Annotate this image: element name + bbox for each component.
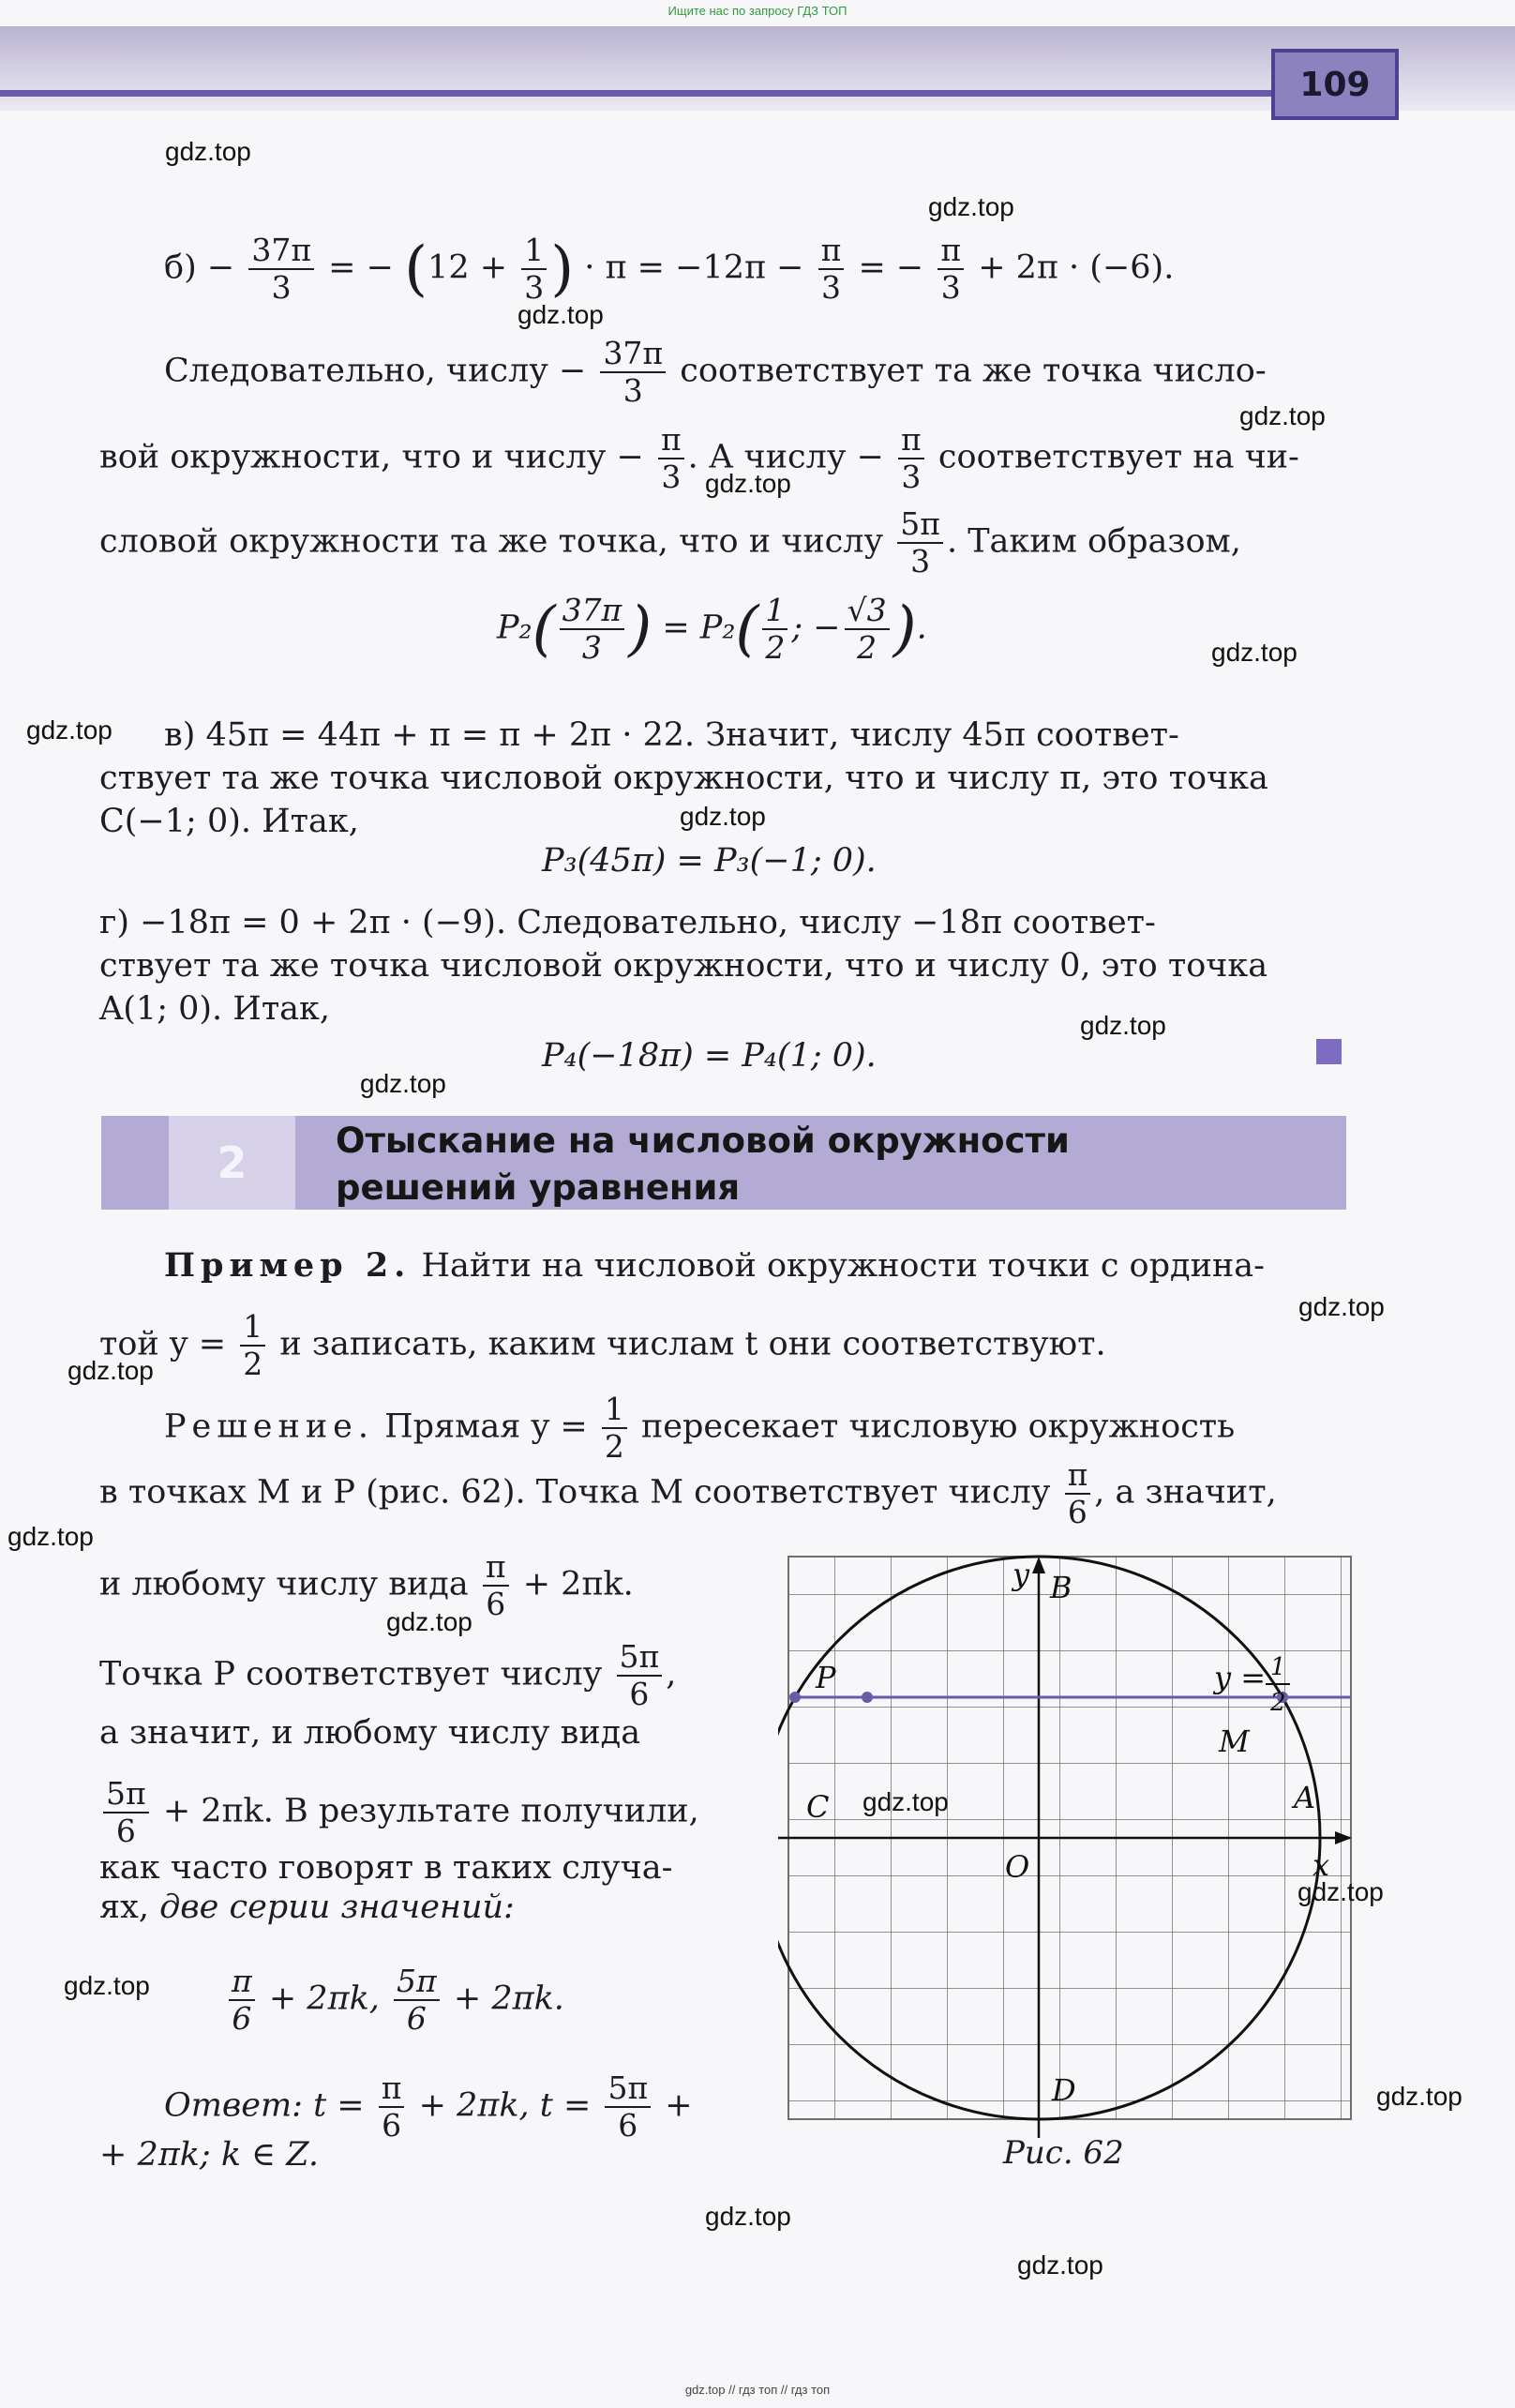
- watermark: gdz.top: [26, 715, 112, 745]
- watermark: gdz.top: [1017, 2250, 1103, 2280]
- fraction: $\frac{\pi}{3}$: [898, 422, 924, 495]
- watermark: gdz.top: [1298, 1292, 1385, 1321]
- label-frac-num: 1: [1270, 1653, 1286, 1681]
- fraction: $\frac{1}{3}$: [521, 233, 547, 306]
- solution-series: $\frac{\pi}{6}$ + 2πk, $\frac{5\pi}{6}$ + 2πk.: [225, 1964, 564, 2037]
- watermark: gdz.top: [360, 1069, 446, 1098]
- paragraph-line: вой окружности, что и числу − $\frac{\pi}{3}$ . А числу − $\frac{\pi}{3}$ соответствует на чи-: [99, 421, 1299, 495]
- page-number: 109: [1271, 49, 1399, 120]
- formula-p3: P₃(45π) = P₃(−1; 0).: [542, 842, 877, 880]
- paragraph-line: а значит, и любому числу вида: [99, 1714, 641, 1752]
- paragraph-line: в) 45π = 44π + π = π + 2π · 22. Значит, числу 45π соответ-: [164, 716, 1179, 754]
- section-number: 2: [169, 1116, 295, 1210]
- fraction: $\frac{5\pi}{6}$: [605, 2070, 651, 2144]
- paragraph-line: и любому числу вида $\frac{\pi}{6}$ + 2πk.: [99, 1548, 634, 1622]
- watermark: gdz.top: [1239, 401, 1326, 430]
- fraction: $\frac{\pi}{6}$: [483, 1549, 509, 1622]
- fraction: $\frac{1}{2}$: [602, 1392, 627, 1465]
- paragraph-line: словой окружности та же точка, что и числу $\frac{5\pi}{3}$ . Таким образом,: [99, 505, 1241, 579]
- fraction: $\frac{\pi}{6}$: [1065, 1457, 1091, 1530]
- watermark: gdz.top: [680, 802, 766, 831]
- fraction: $\frac{1}{2}$: [240, 1309, 265, 1382]
- figure-62: [778, 1538, 1378, 2157]
- paragraph-line: г) −18π = 0 + 2π · (−9). Следовательно, числу −18π соответ-: [99, 904, 1156, 941]
- paragraph-line: $\frac{5\pi}{6}$ + 2πk. В результате получили,: [99, 1776, 699, 1849]
- label-c: C: [806, 1789, 830, 1825]
- paragraph-line: A(1; 0). Итак,: [99, 990, 331, 1028]
- fraction: $\frac{\pi}{6}$: [379, 2070, 405, 2144]
- watermark: gdz.top: [705, 469, 791, 498]
- fraction: $\frac{37\pi}{3}$: [560, 593, 625, 666]
- example-statement: Пример 2. Найти на числовой окружности точки с ордина-: [164, 1246, 1265, 1285]
- answer-line: + 2πk; k ∈ Z.: [99, 2136, 320, 2174]
- watermark: gdz.top: [518, 300, 604, 329]
- formula-p2: P₂( $\frac{37\pi}{3}$ ) = P₂( $\frac{1}{2}$ ; − $\frac{√3}{2}$ ).: [497, 592, 927, 666]
- paragraph-line: Следовательно, числу − $\frac{37\pi}{3}$ соответствует та же точка число-: [164, 335, 1267, 409]
- fraction: $\frac{5\pi}{6}$: [617, 1639, 663, 1712]
- watermark: gdz.top: [386, 1607, 472, 1636]
- label-m: M: [1219, 1723, 1250, 1759]
- watermark: gdz.top: [1298, 1877, 1384, 1906]
- watermark: gdz.top: [64, 1971, 150, 2000]
- point-p-dot: [862, 1692, 873, 1703]
- point-p-dot: [789, 1692, 801, 1703]
- answer-line: Ответ: t = $\frac{\pi}{6}$ + 2πk, t = $\frac{5\pi}{6}$ +: [164, 2069, 693, 2144]
- paragraph-line: той y = $\frac{1}{2}$ и записать, каким числам t они соответствуют.: [99, 1308, 1106, 1382]
- watermark: gdz.top: [8, 1522, 94, 1551]
- watermark: gdz.top: [1211, 638, 1298, 667]
- fraction: $\frac{5\pi}{6}$: [103, 1776, 149, 1849]
- fraction: $\frac{1}{2}$: [762, 593, 788, 666]
- watermark: gdz.top: [1376, 2082, 1462, 2111]
- paragraph-line: в точках M и P (рис. 62). Точка M соответствует числу $\frac{\pi}{6}$ , а значит,: [99, 1456, 1277, 1530]
- label-o: O: [1005, 1849, 1030, 1885]
- header-rule: [0, 90, 1275, 97]
- section-title: Отыскание на числовой окружности решений уравнения: [336, 1121, 1070, 1208]
- fraction: $\frac{\pi}{3}$: [818, 233, 845, 306]
- paragraph-line: как часто говорят в таких случа-: [99, 1849, 673, 1887]
- paragraph-line: ствует та же точка числовой окружности, что и числу π, это точка: [99, 760, 1268, 797]
- paragraph-line: C(−1; 0). Итак,: [99, 803, 359, 840]
- watermark: gdz.top: [165, 137, 251, 166]
- fraction: $\frac{\pi}{6}$: [229, 1964, 255, 2037]
- fraction: $\frac{\pi}{3}$: [658, 422, 684, 495]
- watermark: gdz.top: [1080, 1011, 1166, 1040]
- top-note: Ищите нас по запросу ГДЗ ТОП: [668, 4, 848, 18]
- bottom-note: gdz.top // гдз топ // гдз топ: [684, 2383, 831, 2397]
- watermark: gdz.top: [705, 2202, 791, 2231]
- fraction: $\frac{37\pi}{3}$: [600, 336, 666, 409]
- label-y-half: y =: [1214, 1660, 1267, 1695]
- label-x: x: [1312, 1847, 1330, 1883]
- paragraph-line: ствует та же точка числовой окружности, что и числу 0, это точка: [99, 947, 1268, 985]
- watermark: gdz.top: [68, 1356, 154, 1385]
- fraction: $\frac{37\pi}{3}$: [248, 233, 314, 306]
- line-b-equation: б) − $\frac{37\pi}{3}$ = − (12 + $\frac{1}{3}$ ) · π = −12π − $\frac{\pi}{3}$ = − $\frac{\pi}{3}$ + 2π · (−6).: [164, 232, 1175, 306]
- paragraph-line: ях, две серии значений:: [99, 1889, 515, 1926]
- figure-caption: Рис. 62: [1003, 2134, 1124, 2172]
- paragraph-line: Точка P соответствует числу $\frac{5\pi}{6}$ ,: [99, 1638, 677, 1712]
- fraction: $\frac{5\pi}{6}$: [394, 1964, 440, 2037]
- label-a: A: [1294, 1780, 1316, 1815]
- formula-p4: P₄(−18π) = P₄(1; 0).: [542, 1037, 877, 1075]
- label-frac-den: 2: [1270, 1689, 1286, 1717]
- fraction: $\frac{√3}{2}$: [845, 593, 890, 666]
- watermark: gdz.top: [928, 192, 1014, 221]
- label-y: y: [1012, 1557, 1030, 1592]
- fraction: $\frac{\pi}{3}$: [938, 233, 964, 306]
- label-b: B: [1050, 1570, 1072, 1605]
- end-of-example-marker: [1316, 1039, 1342, 1064]
- label-d: D: [1052, 2072, 1076, 2108]
- label-p: P: [816, 1660, 836, 1695]
- solution-line: Решение. Прямая y = $\frac{1}{2}$ пересекает числовую окружность: [164, 1391, 1236, 1465]
- watermark: gdz.top: [862, 1787, 949, 1816]
- fraction: $\frac{5\pi}{3}$: [897, 506, 943, 579]
